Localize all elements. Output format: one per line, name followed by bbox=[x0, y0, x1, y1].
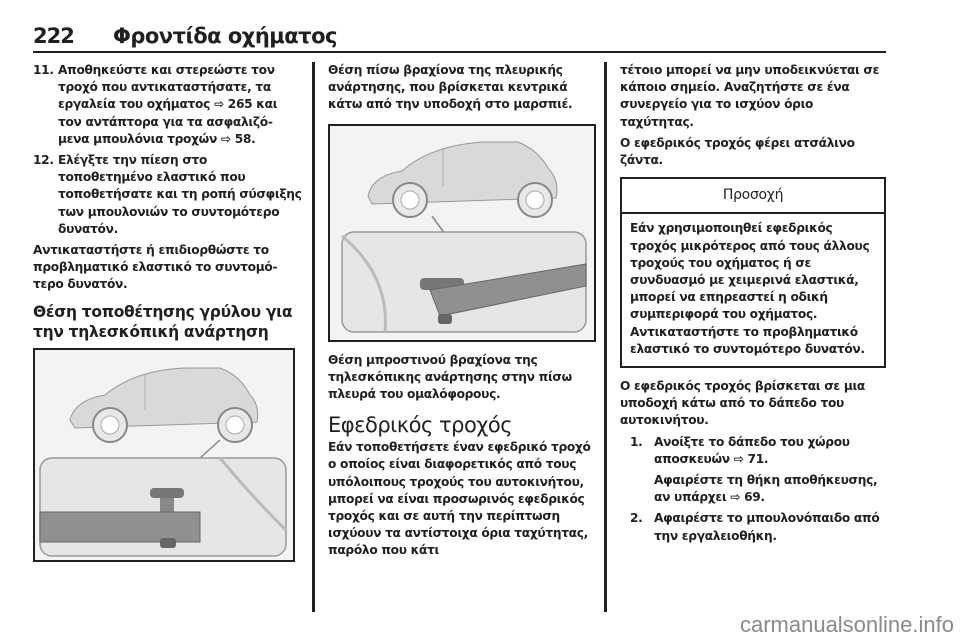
caution-box bbox=[620, 177, 886, 368]
caution-title: Προσοχή bbox=[622, 179, 884, 214]
watermark-link[interactable]: carmanualsonline.info bbox=[739, 612, 954, 637]
steel-rim-note: Ο εφεδρικός τροχός φέρει ατσάλινο ζάντα. bbox=[620, 135, 855, 168]
spare-wheel-text: Εάν τοποθετήσετε έναν εφεδρικό τροχό ο οποίος είναι διαφορετικός από τους υπόλοιπους τροχούς του αυτοκινήτου, μπορεί να είναι προσωρινός εφεδρικός τροχός και σε αυτή την περίπτωση ισχύουν τα αντίστοιχα όρια ταχύτητας, παρόλο που κάτι bbox=[328, 440, 591, 558]
column-divider bbox=[312, 62, 315, 612]
step-2 bbox=[620, 510, 886, 544]
step-text: Αφαιρέστε τη θήκη αποθήκευσης, αν υπάρχει ⇨ 69. bbox=[654, 473, 878, 505]
figure-caption: Θέση μπροστινού βραχίονα της τηλεσκόπικης ανάρτησης στην πίσω πλευρά του ομαλόφορους. bbox=[328, 352, 572, 402]
chapter-title: Φροντίδα οχήματος bbox=[113, 24, 337, 48]
jack-position-heading: Θέση τοποθέτησης γρύλου για την τηλεσκόπική ανάρτηση bbox=[33, 302, 293, 341]
column-1 bbox=[33, 62, 303, 562]
step-1 bbox=[620, 434, 886, 468]
car-jack-rear-figure bbox=[328, 124, 596, 342]
car-jack-front-figure bbox=[33, 348, 295, 562]
spare-wheel-title: Εφεδρικός τροχός bbox=[328, 413, 513, 438]
step-text: Ανοίξτε το δάπεδο του χώρου αποσκευών ⇨ 71. bbox=[654, 434, 850, 466]
step-number: 2. bbox=[630, 511, 643, 526]
step-12 bbox=[33, 152, 303, 238]
car-illustration-icon bbox=[35, 350, 293, 560]
column-2 bbox=[328, 62, 593, 564]
step-text: Αφαιρέστε το μπουλονόπαιδο από την εργαλειοθήκη. bbox=[654, 511, 880, 543]
step-number: 12. bbox=[33, 153, 54, 168]
rear-position-text: Θέση πίσω βραχίονα της πλευρικής ανάρτησης, που βρίσκεται κεντρικά κάτω από την υποδοχή στο μαρσπιέ. bbox=[328, 63, 573, 112]
page-header bbox=[33, 22, 886, 53]
step-text: Αποθηκεύστε και στερεώστε τον τροχό που αντικαταστήσατε, τα εργαλεία του οχήματος ⇨ 265 και τον αντάπτορα για τα ασφαλιζό-μενα μπουλόνια τροχών ⇨ 58. bbox=[58, 63, 278, 146]
step-1-note bbox=[620, 472, 886, 506]
spare-location-text: Ο εφεδρικός τροχός βρίσκεται σε μια υποδοχή κάτω από το δάπεδο του αυτοκινήτου. bbox=[620, 379, 866, 428]
column-3 bbox=[620, 62, 886, 545]
car-illustration-icon bbox=[330, 126, 594, 340]
step-text: Ελέγξτε την πίεση στο τοποθετημένο ελαστικό που τοποθετήσατε και τη ροπή σύσφιξης των μπουλονιών το συντομότερο δυνατόν. bbox=[58, 153, 302, 236]
step-number: 1. bbox=[630, 434, 643, 449]
replace-tyre-paragraph: Αντικαταστήστε ή επιδιορθώστε το προβληματικό ελαστικό το συντομό-τερο δυνατόν. bbox=[33, 243, 278, 292]
caution-text: Εάν χρησιμοποιηθεί εφεδρικός τροχός μικρότερος από τους άλλους τροχούς του οχήματος ή σε συνδυασμό με χειμερινά ελαστικά, μπορεί να επηρεαστεί η οδική συμπεριφορά του οχήματος. Αντικαταστήστε το προβληματικό ελαστικό το συντομότερο δυνατόν. bbox=[622, 214, 884, 366]
page-number: 222 bbox=[33, 24, 74, 48]
continued-text: τέτοιο μπορεί να μην υποδεικνύεται σε κάποιο σημείο. Αναζητήστε σε ένα συνεργείο για το ισχύον όριο ταχύτητας. bbox=[620, 63, 880, 129]
step-11 bbox=[33, 62, 303, 148]
step-number: 11. bbox=[33, 63, 54, 77]
column-divider bbox=[604, 62, 607, 612]
step-number bbox=[620, 472, 654, 506]
